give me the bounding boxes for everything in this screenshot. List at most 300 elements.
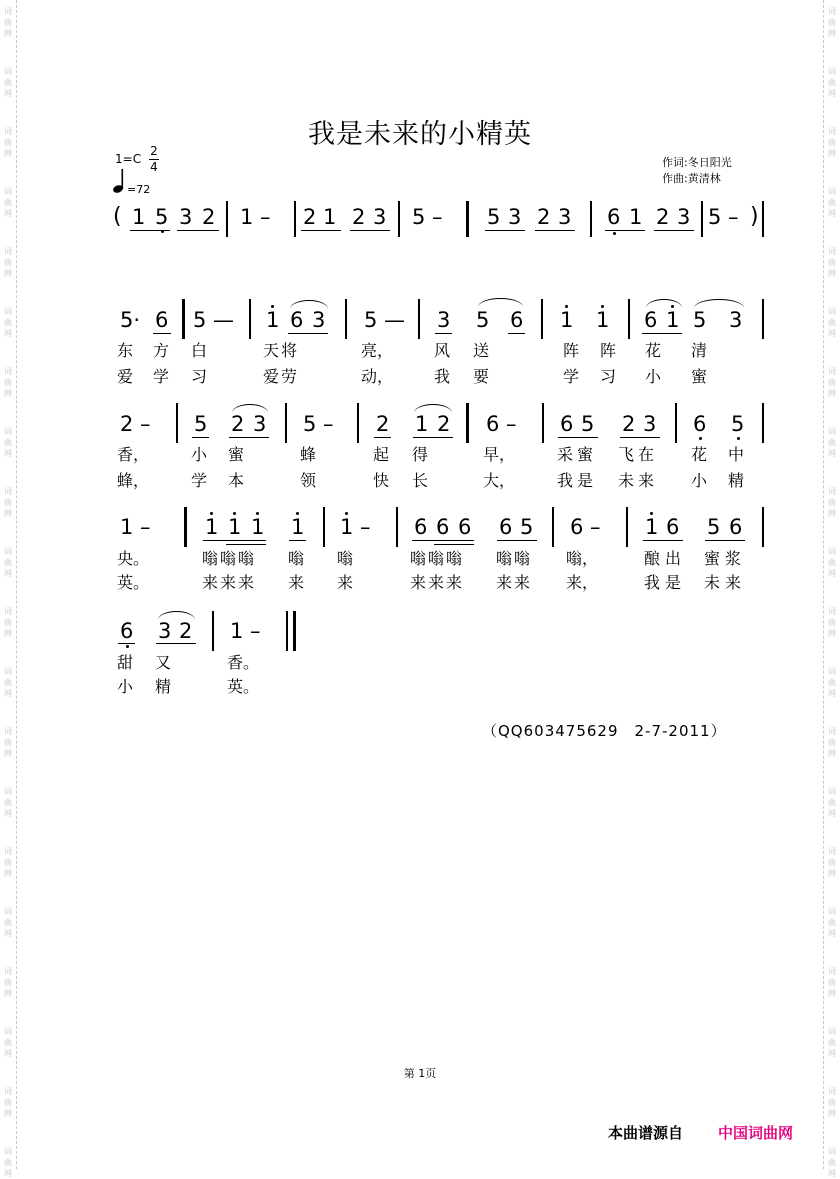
bar-line (418, 299, 420, 339)
watermark-glyph: 词 (828, 547, 836, 556)
lyric: 蜂 (300, 445, 317, 464)
beam-underline (203, 540, 266, 541)
watermark-glyph: 词 (4, 607, 12, 616)
watermark-glyph: 网 (828, 1049, 836, 1058)
watermark-glyph: 词 (4, 847, 12, 856)
beam-underline (374, 437, 391, 438)
note: 1 – (340, 515, 371, 539)
note: 6 (436, 515, 450, 539)
watermark-glyph: 词 (4, 1147, 12, 1156)
watermark-glyph: 曲 (828, 1158, 836, 1167)
watermark-glyph: 网 (4, 1169, 12, 1178)
slur (694, 299, 744, 308)
note: 5 (731, 412, 745, 436)
quarter-note-icon (112, 168, 126, 194)
bar-line (675, 403, 677, 443)
note: 5 – (708, 205, 739, 229)
watermark-glyph: 网 (828, 449, 836, 458)
watermark-glyph: 词 (828, 1147, 836, 1156)
bar-line (398, 201, 400, 237)
lyric: 小 (691, 471, 708, 490)
lyric: 嗡嗡嗡 (410, 549, 465, 568)
lyric: 我是 (557, 471, 598, 490)
watermark-glyph: 网 (828, 929, 836, 938)
lyric: 学 (191, 471, 208, 490)
note: 6 (155, 308, 169, 332)
watermark-glyph: 网 (4, 569, 12, 578)
high-octave-dot (601, 305, 604, 308)
note: 5 (520, 515, 534, 539)
repeat-open-paren: ( (113, 204, 122, 229)
high-octave-dot (210, 512, 213, 515)
watermark-glyph: 曲 (828, 918, 836, 927)
bar-line (226, 201, 228, 237)
repeat-close-paren: ) (750, 204, 759, 229)
lyric: 蜜 (691, 367, 708, 386)
note: 5 (707, 515, 721, 539)
lyric: 来 (288, 573, 305, 592)
watermark-glyph: 曲 (828, 498, 836, 507)
lyric: 花 (691, 445, 708, 464)
lyric: 我是 (644, 573, 687, 592)
bar-line (762, 299, 764, 339)
watermark-glyph: 网 (4, 449, 12, 458)
slur (158, 611, 195, 620)
watermark-glyph: 网 (4, 809, 12, 818)
watermark-glyph: 词 (4, 547, 12, 556)
watermark-glyph: 曲 (4, 558, 12, 567)
high-octave-dot (671, 305, 674, 308)
lyric: 学 (153, 367, 170, 386)
right-watermark-strip (823, 0, 840, 1178)
beam-underline (508, 333, 525, 334)
watermark-glyph: 曲 (4, 1158, 12, 1167)
lyric: 飞在 (618, 445, 659, 464)
watermark-glyph: 曲 (828, 798, 836, 807)
lyric: 习 (600, 367, 617, 386)
lyric: 甜 (117, 653, 134, 672)
slur (290, 300, 328, 309)
watermark-glyph: 词 (828, 607, 836, 616)
key-signature: 1=C (115, 152, 142, 166)
watermark-glyph: 曲 (4, 378, 12, 387)
watermark-glyph: 网 (828, 149, 836, 158)
watermark-glyph: 曲 (828, 618, 836, 627)
page-number: 第 1页 (403, 1067, 437, 1080)
watermark-glyph: 词 (4, 247, 12, 256)
note: 5 (476, 308, 490, 332)
time-signature (148, 144, 160, 175)
bar-line (466, 201, 469, 237)
lyric: 来 (337, 573, 354, 592)
lyric: 送 (473, 341, 490, 360)
watermark-glyph: 网 (4, 929, 12, 938)
low-octave-dot (737, 437, 740, 440)
watermark-glyph: 曲 (4, 738, 12, 747)
lyric: 蜂， (117, 471, 150, 490)
watermark-glyph: 网 (4, 329, 12, 338)
lyric: 香。 (227, 653, 260, 672)
watermark-glyph: 网 (828, 509, 836, 518)
watermark-glyph: 词 (828, 7, 836, 16)
note: 3 (558, 205, 572, 229)
note: 2 (303, 205, 317, 229)
high-octave-dot (650, 512, 653, 515)
note: 3 (373, 205, 387, 229)
low-octave-dot (613, 232, 616, 235)
bar-line (466, 403, 469, 443)
bar-line (762, 507, 764, 547)
lyric: 风 (434, 341, 451, 360)
note: 2 (656, 205, 670, 229)
note: 6 (644, 308, 658, 332)
lyric: 酿出 (644, 549, 687, 568)
watermark-glyph: 词 (4, 487, 12, 496)
beam-underline (177, 230, 219, 231)
watermark-glyph: 网 (828, 749, 836, 758)
high-octave-dot (565, 305, 568, 308)
note: 6 (560, 412, 574, 436)
watermark-glyph: 词 (4, 367, 12, 376)
lyric: 天将 (263, 341, 300, 360)
note: 3 (158, 619, 172, 643)
watermark-glyph: 词 (4, 187, 12, 196)
watermark-glyph: 网 (828, 629, 836, 638)
watermark-glyph: 网 (828, 989, 836, 998)
watermark-glyph: 词 (828, 307, 836, 316)
bar-line (552, 507, 554, 547)
watermark-glyph: 曲 (828, 78, 836, 87)
watermark-glyph: 网 (4, 89, 12, 98)
beam-underline (605, 230, 645, 231)
watermark-glyph: 曲 (828, 858, 836, 867)
lyric: 习 (191, 367, 208, 386)
bar-line (590, 201, 592, 237)
watermark-glyph: 词 (828, 907, 836, 916)
beam-underline (229, 437, 269, 438)
beam-underline (412, 540, 474, 541)
watermark-glyph: 词 (828, 1087, 836, 1096)
note: 2 (537, 205, 551, 229)
lyric: 嗡嗡嗡 (202, 549, 257, 568)
source-site-link[interactable]: 中国词曲网 (718, 1124, 794, 1142)
low-octave-dot (126, 645, 129, 648)
beam-underline (558, 437, 598, 438)
bar-line (249, 299, 251, 339)
note: 3 (312, 308, 326, 332)
composer-credit: 作曲:黄清林 (662, 172, 721, 185)
lyric: 早， (483, 445, 516, 464)
bar-line (182, 299, 185, 339)
watermark-glyph: 网 (828, 689, 836, 698)
lyric: 本 (228, 471, 245, 490)
note: 1 (560, 308, 574, 332)
watermark-glyph: 网 (828, 209, 836, 218)
lyric: 英。 (227, 677, 260, 696)
slur (478, 298, 523, 307)
watermark-glyph: 词 (4, 67, 12, 76)
note: 1 (266, 308, 280, 332)
watermark-glyph: 词 (828, 667, 836, 676)
note: 1 (596, 308, 610, 332)
watermark-glyph: 曲 (4, 198, 12, 207)
high-octave-dot (256, 512, 259, 515)
note: 1 (251, 515, 265, 539)
watermark-glyph: 曲 (4, 798, 12, 807)
watermark-glyph: 曲 (828, 198, 836, 207)
note: 2 – (120, 412, 151, 436)
watermark-glyph: 词 (4, 427, 12, 436)
lyric: 嗡 (288, 549, 305, 568)
beam-underline (497, 540, 537, 541)
watermark-glyph: 曲 (4, 78, 12, 87)
slur (414, 404, 452, 413)
watermark-glyph: 网 (828, 1109, 836, 1118)
high-octave-dot (271, 305, 274, 308)
note: 6 (458, 515, 472, 539)
note: 2 (622, 412, 636, 436)
note: 1 (629, 205, 643, 229)
watermark-glyph: 曲 (828, 1098, 836, 1107)
watermark-glyph: 网 (828, 1169, 836, 1178)
bar-line (542, 403, 544, 443)
note: 6 (290, 308, 304, 332)
lyric: 来来来 (202, 573, 257, 592)
bar-line (285, 403, 287, 443)
watermark-glyph: 词 (828, 727, 836, 736)
watermark-glyph: 网 (4, 209, 12, 218)
lyric: 未来 (704, 573, 747, 592)
watermark-glyph: 曲 (4, 858, 12, 867)
note: 6 – (486, 412, 517, 436)
beam-underline (226, 544, 266, 545)
watermark-glyph: 网 (4, 629, 12, 638)
note: 5 — (193, 308, 235, 332)
watermark-glyph: 词 (4, 907, 12, 916)
lyric: 精 (155, 677, 172, 696)
watermark-glyph: 网 (828, 329, 836, 338)
note: 5 (487, 205, 501, 229)
note: 1 – (240, 205, 271, 229)
watermark-glyph: 网 (4, 29, 12, 38)
watermark-glyph: 网 (4, 749, 12, 758)
watermark-glyph: 词 (4, 1087, 12, 1096)
watermark-glyph: 网 (828, 389, 836, 398)
lyricist-credit: 作词:冬日阳光 (662, 156, 732, 169)
bar-line (762, 201, 764, 237)
note: 2 (179, 619, 193, 643)
bar-line (184, 507, 187, 547)
note: 1 – (230, 619, 261, 643)
note: 2 (231, 412, 245, 436)
final-bar-line (293, 611, 296, 651)
note: 3 (253, 412, 267, 436)
watermark-glyph: 词 (4, 127, 12, 136)
watermark-glyph: 网 (828, 29, 836, 38)
lyric: 爱 (117, 367, 134, 386)
watermark-glyph: 词 (4, 967, 12, 976)
lyric: 大， (483, 471, 516, 490)
bar-line (762, 403, 764, 443)
beam-underline (643, 540, 683, 541)
lyric: 爱劳 (263, 367, 300, 386)
watermark-glyph: 网 (4, 149, 12, 158)
watermark-glyph: 曲 (4, 318, 12, 327)
beam-underline (654, 230, 694, 231)
lyric: 快 (373, 471, 390, 490)
note: 5 (581, 412, 595, 436)
beam-underline (620, 437, 660, 438)
watermark-glyph: 曲 (4, 258, 12, 267)
lyric: 得 (412, 445, 429, 464)
lyric: 阵 (600, 341, 617, 360)
watermark-glyph: 词 (828, 967, 836, 976)
note: 1 – (120, 515, 151, 539)
watermark-glyph: 曲 (4, 678, 12, 687)
lyric: 小 (645, 367, 662, 386)
low-octave-dot (699, 437, 702, 440)
watermark-glyph: 网 (828, 269, 836, 278)
note: 1 (205, 515, 219, 539)
beam-underline (118, 643, 135, 644)
note: 1 (132, 205, 146, 229)
watermark-glyph: 曲 (828, 978, 836, 987)
lyric: 花 (645, 341, 662, 360)
watermark-glyph: 曲 (4, 1098, 12, 1107)
watermark-glyph: 网 (4, 269, 12, 278)
watermark-glyph: 曲 (828, 1038, 836, 1047)
lyric: 小 (117, 677, 134, 696)
beam-underline (435, 333, 452, 334)
watermark-glyph: 词 (828, 127, 836, 136)
lyric: 来来来 (410, 573, 465, 592)
note: 5 (194, 412, 208, 436)
bar-line (396, 507, 398, 547)
watermark-glyph: 词 (828, 427, 836, 436)
watermark-glyph: 网 (4, 689, 12, 698)
note: 1 (291, 515, 305, 539)
beam-underline (153, 333, 171, 334)
note: 5 (155, 205, 169, 229)
watermark-glyph: 词 (4, 307, 12, 316)
watermark-glyph: 网 (828, 569, 836, 578)
bar-line (345, 299, 347, 339)
beam-underline (413, 437, 453, 438)
bar-line (701, 201, 703, 237)
high-octave-dot (345, 512, 348, 515)
beam-underline (192, 437, 209, 438)
note: 5· (120, 308, 141, 332)
note: 2 (352, 205, 366, 229)
slur (232, 404, 268, 413)
beam-underline (288, 333, 328, 334)
watermark-glyph: 网 (828, 809, 836, 818)
note: 5 — (364, 308, 406, 332)
note: 1 (323, 205, 337, 229)
lyric: 香， (117, 445, 150, 464)
lyric: 白 (191, 341, 208, 360)
left-watermark-strip (0, 0, 17, 1178)
watermark-glyph: 词 (4, 1027, 12, 1036)
lyric: 嗡 (337, 549, 354, 568)
lyric: 蜜 (228, 445, 245, 464)
watermark-glyph: 网 (4, 869, 12, 878)
watermark-glyph: 词 (828, 847, 836, 856)
note: 6 (729, 515, 743, 539)
watermark-glyph: 网 (4, 389, 12, 398)
watermark-glyph: 网 (828, 89, 836, 98)
lyric: 又 (155, 653, 172, 672)
note: 3 (508, 205, 522, 229)
lyric: 学 (563, 367, 580, 386)
beam-underline (434, 544, 474, 545)
note: 3 (677, 205, 691, 229)
beam-underline (350, 230, 390, 231)
watermark-glyph: 词 (828, 487, 836, 496)
watermark-glyph: 曲 (828, 138, 836, 147)
beam-underline (535, 230, 575, 231)
watermark-glyph: 词 (4, 667, 12, 676)
watermark-glyph: 曲 (4, 618, 12, 627)
lyric: 中 (728, 445, 745, 464)
lyric: 亮， (361, 341, 394, 360)
note: 6 (666, 515, 680, 539)
watermark-glyph: 网 (4, 1049, 12, 1058)
bar-line (323, 507, 325, 547)
tempo-marking: =72 (127, 183, 151, 196)
note: 2 (202, 205, 216, 229)
beam-underline (485, 230, 525, 231)
watermark-glyph: 词 (828, 367, 836, 376)
lyric: 领 (300, 471, 317, 490)
watermark-glyph: 词 (828, 787, 836, 796)
watermark-glyph: 曲 (828, 18, 836, 27)
lyric: 长 (412, 471, 429, 490)
note: 6 (414, 515, 428, 539)
bar-line (626, 507, 628, 547)
watermark-glyph: 曲 (4, 918, 12, 927)
lyric: 阵 (563, 341, 580, 360)
watermark-glyph: 曲 (4, 138, 12, 147)
lyric: 嗡， (566, 549, 599, 568)
high-octave-dot (233, 512, 236, 515)
watermark-glyph: 曲 (4, 978, 12, 987)
lyric: 未来 (618, 471, 659, 490)
bar-line (176, 403, 178, 443)
watermark-glyph: 曲 (4, 438, 12, 447)
watermark-glyph: 曲 (4, 1038, 12, 1047)
source-label: 本曲谱源自 (608, 1124, 684, 1142)
watermark-glyph: 曲 (828, 678, 836, 687)
bar-line (357, 403, 359, 443)
beam-underline (156, 643, 196, 644)
lyric: 来来 (496, 573, 533, 592)
time-signature-top: 2 (150, 144, 158, 158)
high-octave-dot (296, 512, 299, 515)
beam-underline (642, 333, 682, 334)
watermark-glyph: 曲 (4, 498, 12, 507)
note: 1 (415, 412, 429, 436)
bar-line (628, 299, 630, 339)
lyric: 央。 (117, 549, 150, 568)
watermark-glyph: 网 (828, 869, 836, 878)
lyric: 起 (373, 445, 390, 464)
note: 1 (228, 515, 242, 539)
watermark-glyph: 曲 (828, 738, 836, 747)
lyric: 要 (473, 367, 490, 386)
bar-line (294, 201, 296, 237)
watermark-glyph: 网 (4, 1109, 12, 1118)
